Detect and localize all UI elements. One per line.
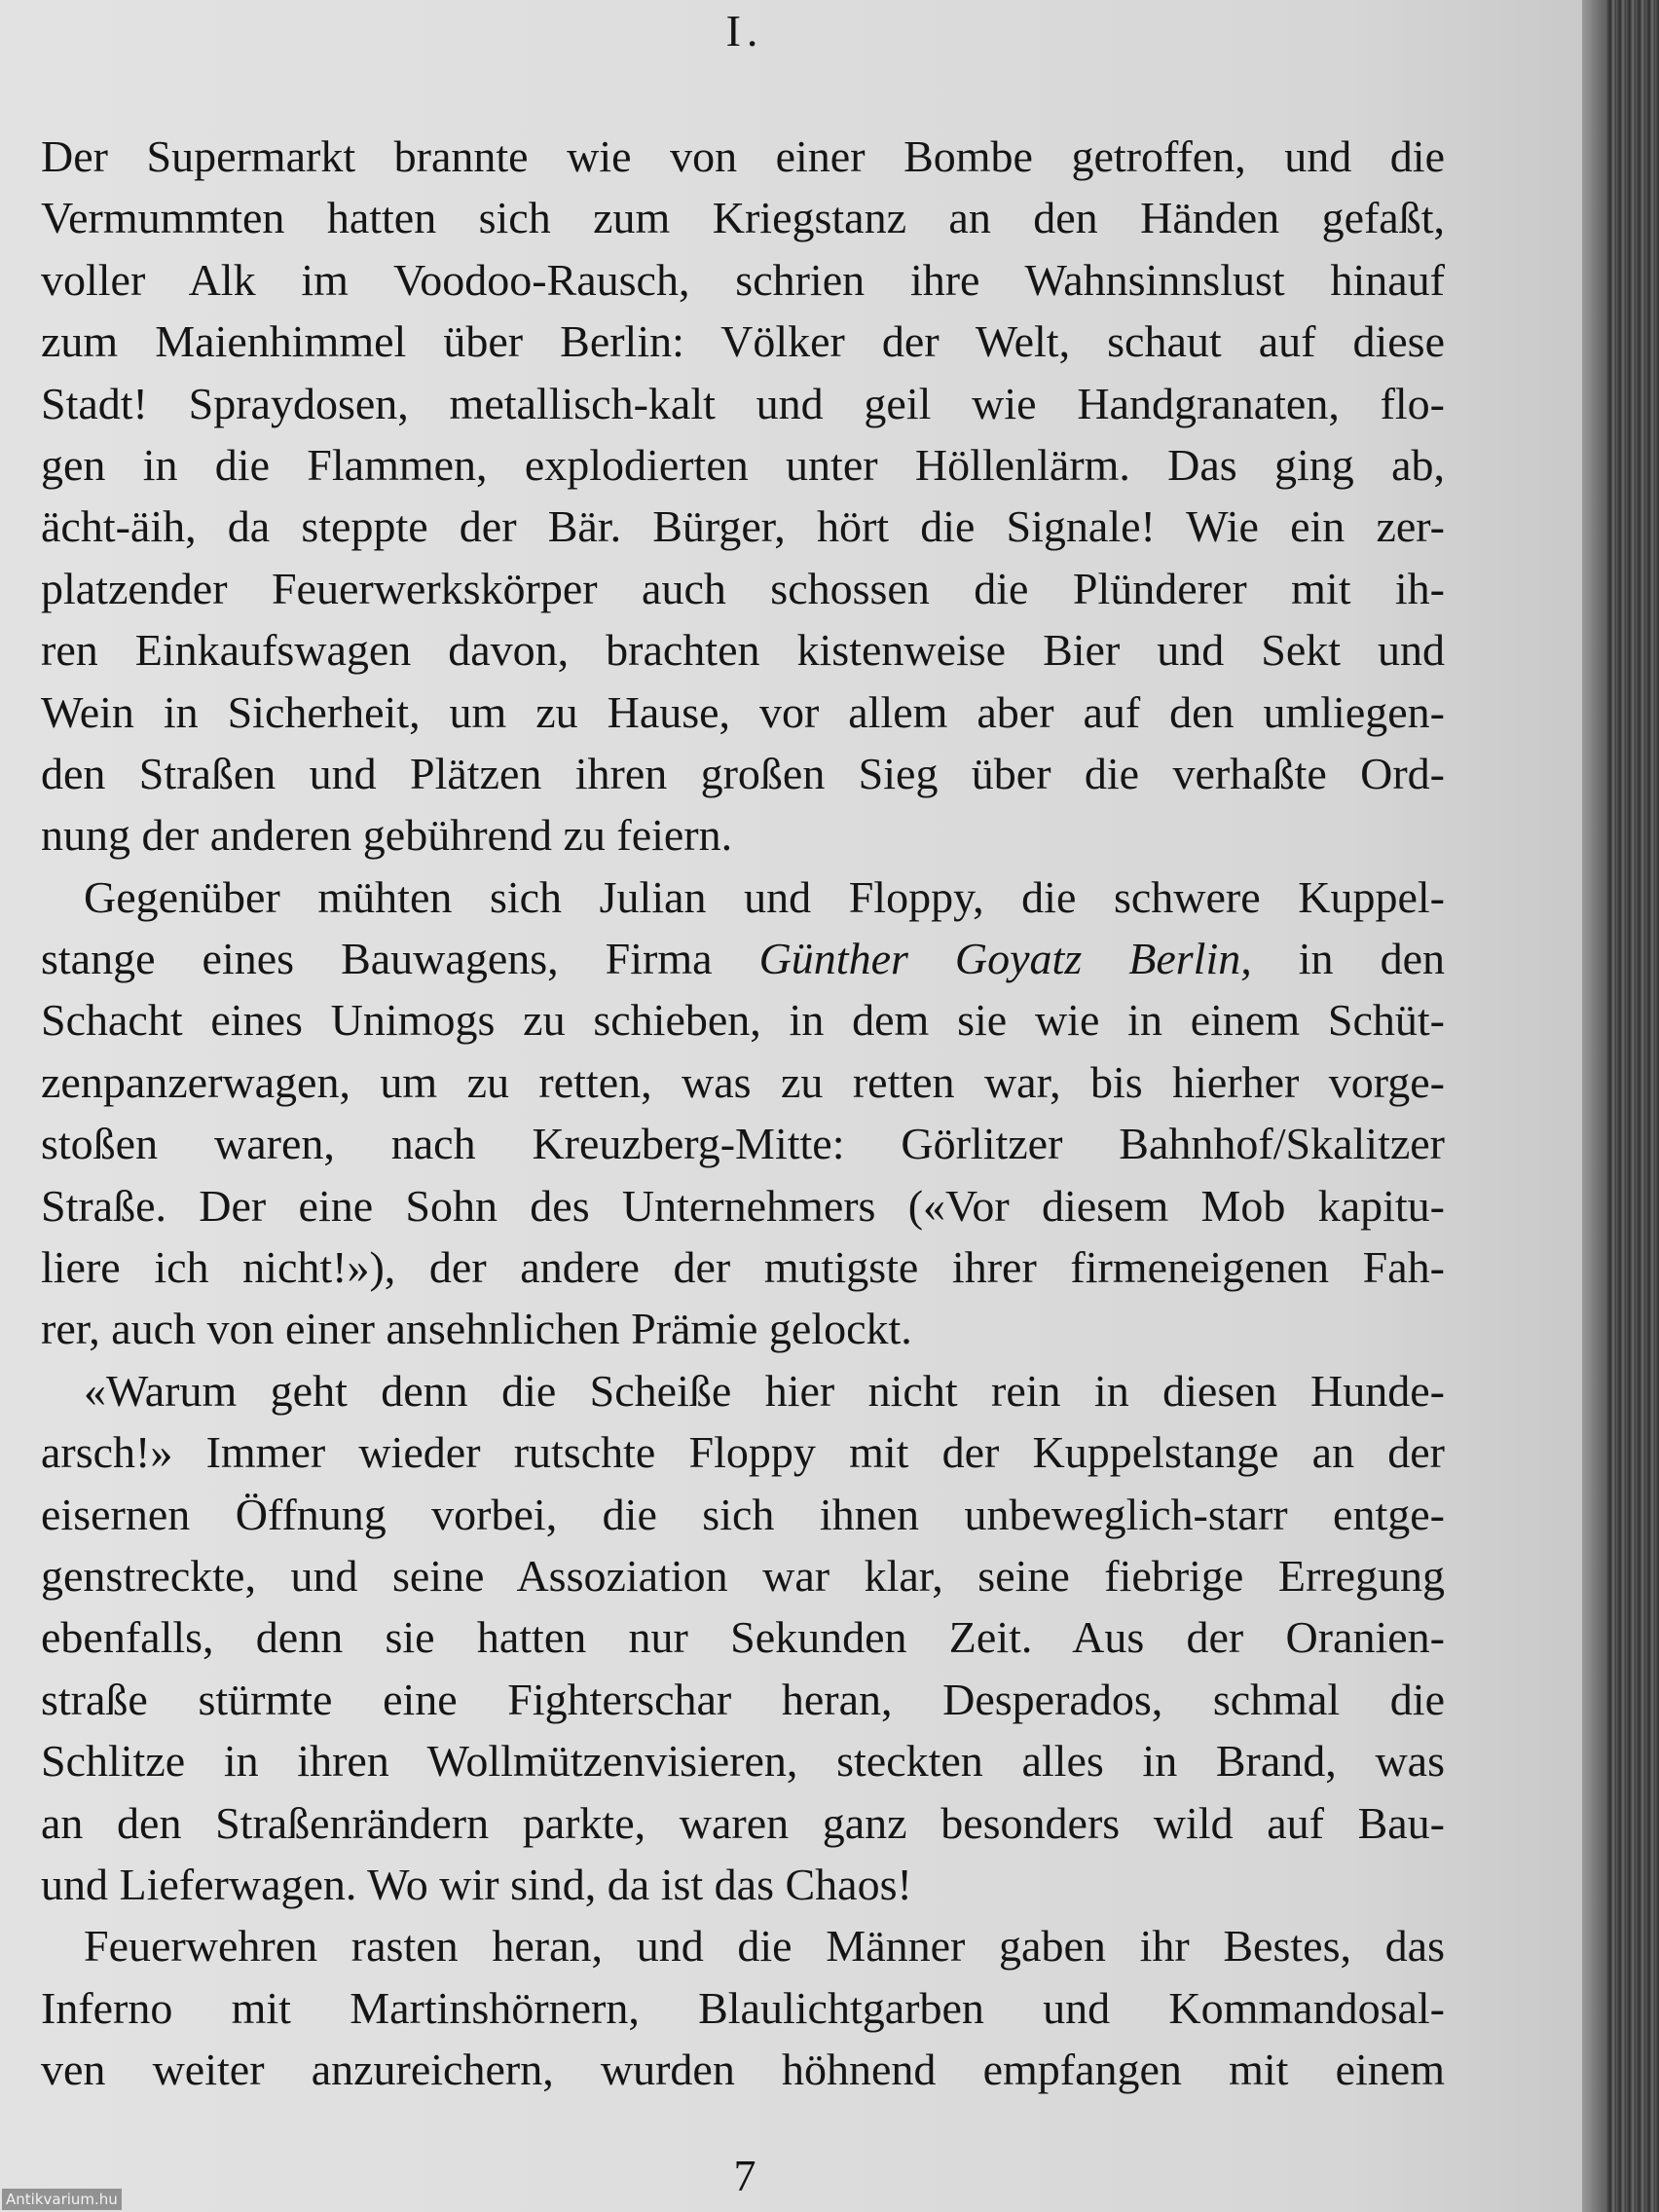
text-line: Der Supermarkt brannte wie von einer Bombe getroffen, und die: [41, 131, 1445, 181]
text-line: rer, auch von einer ansehnlichen Prämie gelockt.: [41, 1304, 912, 1354]
text-line: zum Maienhimmel über Berlin: Völker der Welt, schaut auf diese: [41, 316, 1445, 367]
text-line: an den Straßenrändern parkte, waren ganz besonders wild auf Bau-: [41, 1797, 1445, 1848]
text-line: zenpanzerwagen, um zu retten, was zu retten war, bis hierher vorge-: [41, 1056, 1445, 1107]
text-line: Gegenüber mühten sich Julian und Floppy, die schwere Kuppel-: [84, 871, 1445, 922]
text-line: liere ich nicht!»), der andere der mutigste ihrer firmeneigenen Fah-: [41, 1242, 1445, 1293]
text-line: Schlitze in ihren Wollmützenvisieren, steckten alles in Brand, was: [41, 1736, 1445, 1787]
text-line: voller Alk im Voodoo-Rausch, schrien ihre Wahnsinnslust hinauf: [41, 254, 1445, 305]
page-number: 7: [733, 2151, 756, 2200]
text-line: eisernen Öffnung vorbei, die sich ihnen unbeweglich-starr entge-: [41, 1489, 1445, 1539]
text-line: genstreckte, und seine Assoziation war klar, seine fiebrige Erregung: [41, 1550, 1445, 1601]
text-line: stoßen waren, nach Kreuzberg-Mitte: Görlitzer Bahnhof/Skalitzer: [41, 1119, 1445, 1169]
text-line: den Straßen und Plätzen ihren großen Sieg über die verhaßte Ord-: [41, 748, 1445, 798]
chapter-marker: I.: [725, 6, 764, 55]
italic-company-name: Günther Goyatz Berlin,: [758, 934, 1252, 984]
text-line: straße stürmte eine Fighterschar heran, Desperados, schmal die: [41, 1674, 1445, 1724]
text-line: arsch!» Immer wieder rutschte Floppy mit der Kuppelstange an der: [41, 1427, 1445, 1478]
text-line: Schacht eines Unimogs zu schieben, in dem sie wie in einem Schüt-: [41, 995, 1445, 1046]
text-line: Feuerwehren rasten heran, und die Männer gaben ihr Bestes, das: [84, 1921, 1445, 1972]
text-line: ren Einkaufswagen davon, brachten kistenweise Bier und Sekt und: [41, 625, 1445, 676]
text-line: [41, 928, 1445, 989]
text-line-segment: in den: [1251, 934, 1445, 984]
watermark: Antikvarium.hu: [2, 2189, 122, 2210]
text-line: Straße. Der eine Sohn des Unternehmers («Vor diesem Mob kapitu-: [41, 1180, 1445, 1231]
text-line: und Lieferwagen. Wo wir sind, da ist das Chaos!: [41, 1859, 912, 1909]
text-line: gen in die Flammen, explodierten unter Höllenlärm. Das ging ab,: [41, 439, 1445, 490]
text-line: Stadt! Spraydosen, metallisch-kalt und geil wie Handgranaten, flo-: [41, 378, 1445, 428]
text-line-segment: stange eines Bauwagens, Firma: [41, 934, 759, 984]
text-line: ebenfalls, denn sie hatten nur Sekunden Zeit. Aus der Oranien-: [41, 1612, 1445, 1663]
page-stack-edge: [1606, 0, 1659, 2212]
text-line: «Warum geht denn die Scheiße hier nicht rein in diesen Hunde-: [84, 1365, 1445, 1416]
body-text: [41, 126, 1445, 2101]
text-line: ächt-äih, da steppte der Bär. Bürger, hört die Signale! Wie ein zer-: [41, 501, 1445, 552]
text-line: platzender Feuerwerkskörper auch schossen die Plünderer mit ih-: [41, 563, 1445, 613]
text-line: Wein in Sicherheit, um zu Hause, vor allem aber auf den umliegen-: [41, 686, 1445, 737]
text-line: Inferno mit Martinshörnern, Blaulichtgarben und Kommandosal-: [41, 1982, 1445, 2033]
text-line: nung der anderen gebührend zu feiern.: [41, 810, 733, 861]
text-line: ven weiter anzureichern, wurden höhnend empfangen mit einem: [41, 2045, 1445, 2095]
text-line: Vermummten hatten sich zum Kriegstanz an den Händen gefaßt,: [41, 193, 1445, 243]
